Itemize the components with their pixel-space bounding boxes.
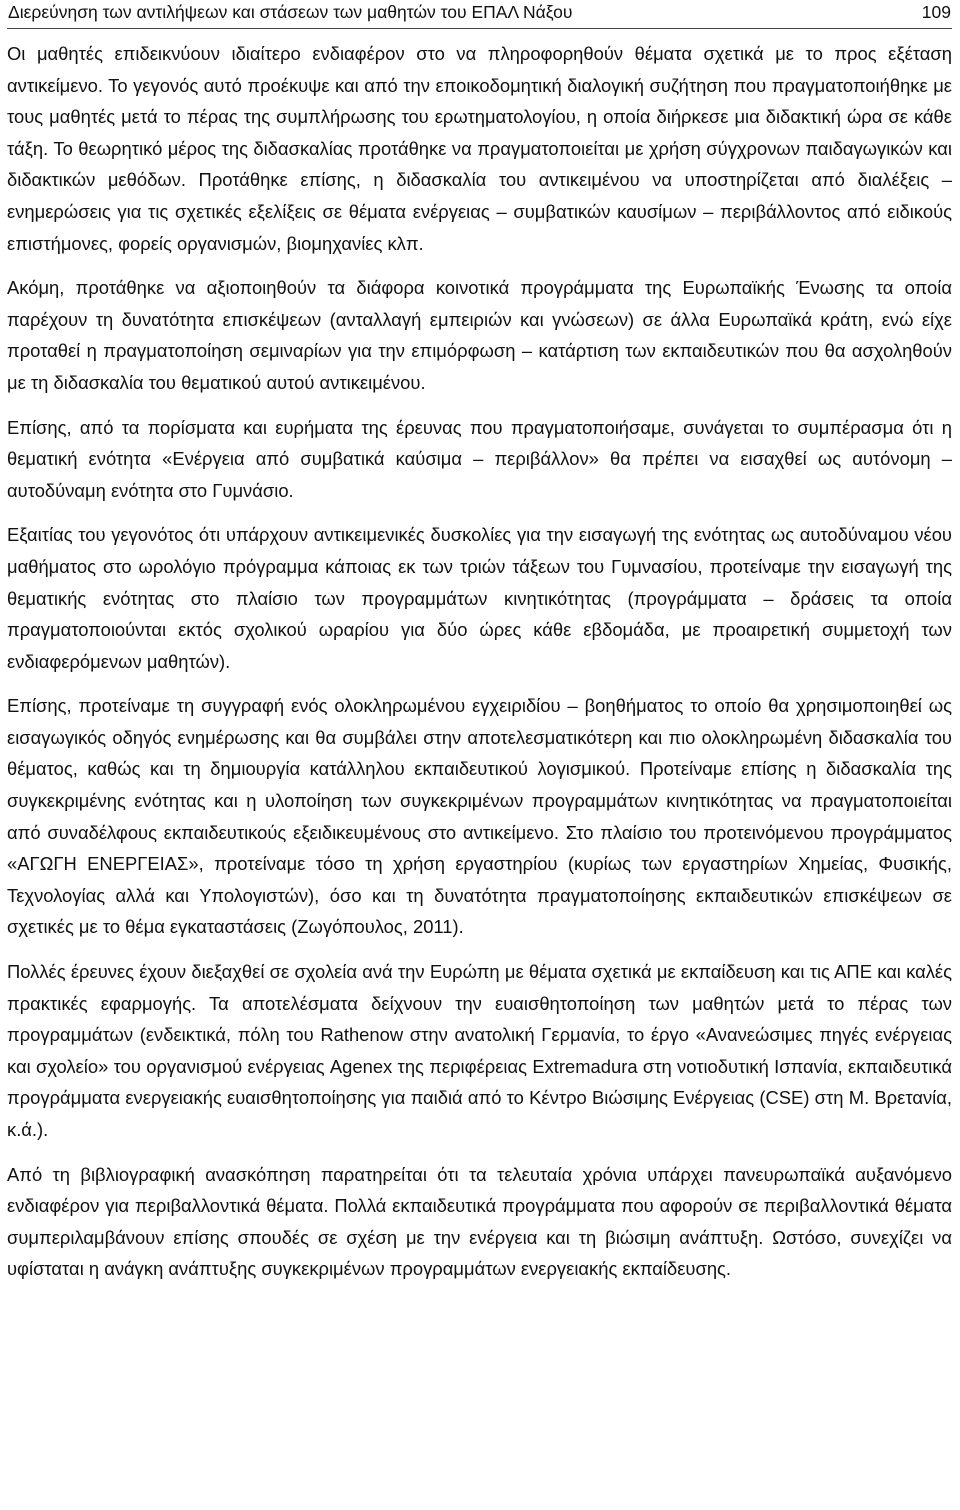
paragraph-eu-programs: Ακόμη, προτάθηκε να αξιοποιηθούν τα διάφορα κοινοτικά προγράμματα της Ευρωπαϊκής Ένωσης τα οποία παρέχουν τη δυνατότητα επισκέψεων (ανταλλαγή εμπειριών και γνώσεων) σε άλλα Ευρωπαϊκά κράτη, ενώ είχε προταθεί η πραγματοποίηση σεμιναρίων για την επιμόρφωση – κατάρτιση των εκπαιδευτικών που θα ασχοληθούν με τη διδασκαλία του θεματικού αυτού αντικειμένου. <box>7 277 952 393</box>
paragraph-mobility-programs: Εξαιτίας του γεγονότος ότι υπάρχουν αντικειμενικές δυσκολίες για την εισαγωγή της ενότητας ως αυτοδύναμου νέου μαθήματος στο ωρολόγιο πρόγραμμα κάποιας εκ των τριών τάξεων του Γυμνασίου, προτείναμε την εισαγωγή της θεματικής ενότητας στο πλαίσιο των προγραμμάτων κινητικότητας (προγράμματα – δράσεις τα οποία πραγματοποιούνται εκτός σχολικού ωραρίου για δύο ώρες κάθε εβδομάδα, με προαιρετική συμμετοχή των ενδιαφερόμενων μαθητών). <box>7 524 952 672</box>
paragraph-textbook-proposal: Επίσης, προτείναμε τη συγγραφή ενός ολοκληρωμένου εγχειριδίου – βοηθήματος το οποίο θα χρησιμοποιηθεί ως εισαγωγικός οδηγός ενημέρωσης και θα συμβάλει στην αποτελεσματικότερη και πιο ολοκληρωμένη διδασκαλία του θέματος, καθώς και τη δημιουργία κατάλληλου εκπαιδευτικού λογισμικού. Προτείναμε επίσης η διδασκαλία της συγκεκριμένης ενότητας και η υλοποίηση των συγκεκριμένων προγραμμάτων κινητικότητας να πραγματοποιείται από συναδέλφους εκπαιδευτικούς εξειδικευμένους στο αντικείμενο. Στο πλαίσιο του προτεινόμενου προγράμματος «ΑΓΩΓΗ ΕΝΕΡΓΕΙΑΣ», προτείναμε τόσο τη χρήση εργαστηρίου (κυρίως των εργαστηρίων Χημείας, Φυσικής, Τεχνολογίας αλλά και Υπολογιστών), όσο και τη δυνατότητα πραγματοποίησης εκπαιδευτικών επισκέψεων σε σχετικές με το θέμα εγκαταστάσεις (Ζωγόπουλος, 2011). <box>7 695 952 938</box>
paragraph-student-interest: Οι μαθητές επιδεικνύουν ιδιαίτερο ενδιαφέρον στο να πληροφορηθούν θέματα σχετικά με το προς εξέταση αντικείμενο. Το γεγονός αυτό προέκυψε και από την εποικοδομητική διαλογική συζήτηση που πραγματοποιήθηκε με τους μαθητές μετά το πέρας της συμπλήρωσης του ερωτηματολογίου, η οποία διήρκεσε μια διδακτική ώρα σε κάθε τάξη. Το θεωρητικό μέρος της διδασκαλίας προτάθηκε να πραγματοποιείται με χρήση σύγχρονων παιδαγωγικών και διδακτικών μεθόδων. Προτάθηκε επίσης, η διδασκαλία του αντικειμένου να υποστηρίζεται από διαλέξεις – ενημερώσεις για τις σχετικές εξελίξεις σε θέματα ενέργειας – συμβατικών καυσίμων – περιβάλλοντος από ειδικούς επιστήμονες, φορείς οργανισμών, βιομηχανίες κλπ. <box>7 43 952 254</box>
body-text <box>7 38 952 1285</box>
running-header <box>7 0 952 29</box>
paragraph-literature-review: Από τη βιβλιογραφική ανασκόπηση παρατηρείται ότι τα τελευταία χρόνια υπάρχει πανευρωπαϊκά αυξανόμενο ενδιαφέρον για περιβαλλοντικά θέματα. Πολλά εκπαιδευτικά προγράμματα που αφορούν σε περιβαλλοντικά θέματα συμπεριλαμβάνουν επίσης σπουδές σε σχέση με την ενέργεια και τη βιώσιμη ανάπτυξη. Ωστόσο, συνεχίζει να υφίσταται η ανάγκη ανάπτυξης συγκεκριμένων προγραμμάτων ενεργειακής εκπαίδευσης. <box>7 1163 952 1280</box>
paragraph-european-research: Πολλές έρευνες έχουν διεξαχθεί σε σχολεία ανά την Ευρώπη με θέματα σχετικά με εκπαίδευση και τις ΑΠΕ και καλές πρακτικές εφαρμογής. Τα αποτελέσματα δείχνουν την ευαισθητοποίηση των μαθητών μετά το πέρας των προγραμμάτων (ενδεικτικά, πόλη του Rathenow στην ανατολική Γερμανία, το έργο «Ανανεώσιμες πηγές ενέργειας και σχολείο» του οργανισμού ενέργειας Agenex της περιφέρειας Extremadura στη νοτιοδυτική Ισπανία, εκπαιδευτικά προγράμματα ενεργειακής ευαισθητοποίησης για παιδιά από το Κέντρο Βιώσιμης Ενέργειας (CSE) στη Μ. Βρετανία, κ.ά.). <box>7 961 952 1140</box>
running-title: Διερεύνηση των αντιλήψεων και στάσεων των μαθητών του ΕΠΑΛ Νάξου <box>8 2 573 22</box>
page-number: 109 <box>921 2 951 22</box>
paragraph-research-conclusion: Επίσης, από τα πορίσματα και ευρήματα της έρευνας που πραγματοποιήσαμε, συνάγεται το συμπέρασμα ότι η θεματική ενότητα «Ενέργεια από συμβατικά καύσιμα – περιβάλλον» θα πρέπει να εισαχθεί ως αυτόνομη – αυτοδύναμη ενότητα στο Γυμνάσιο. <box>7 416 952 501</box>
